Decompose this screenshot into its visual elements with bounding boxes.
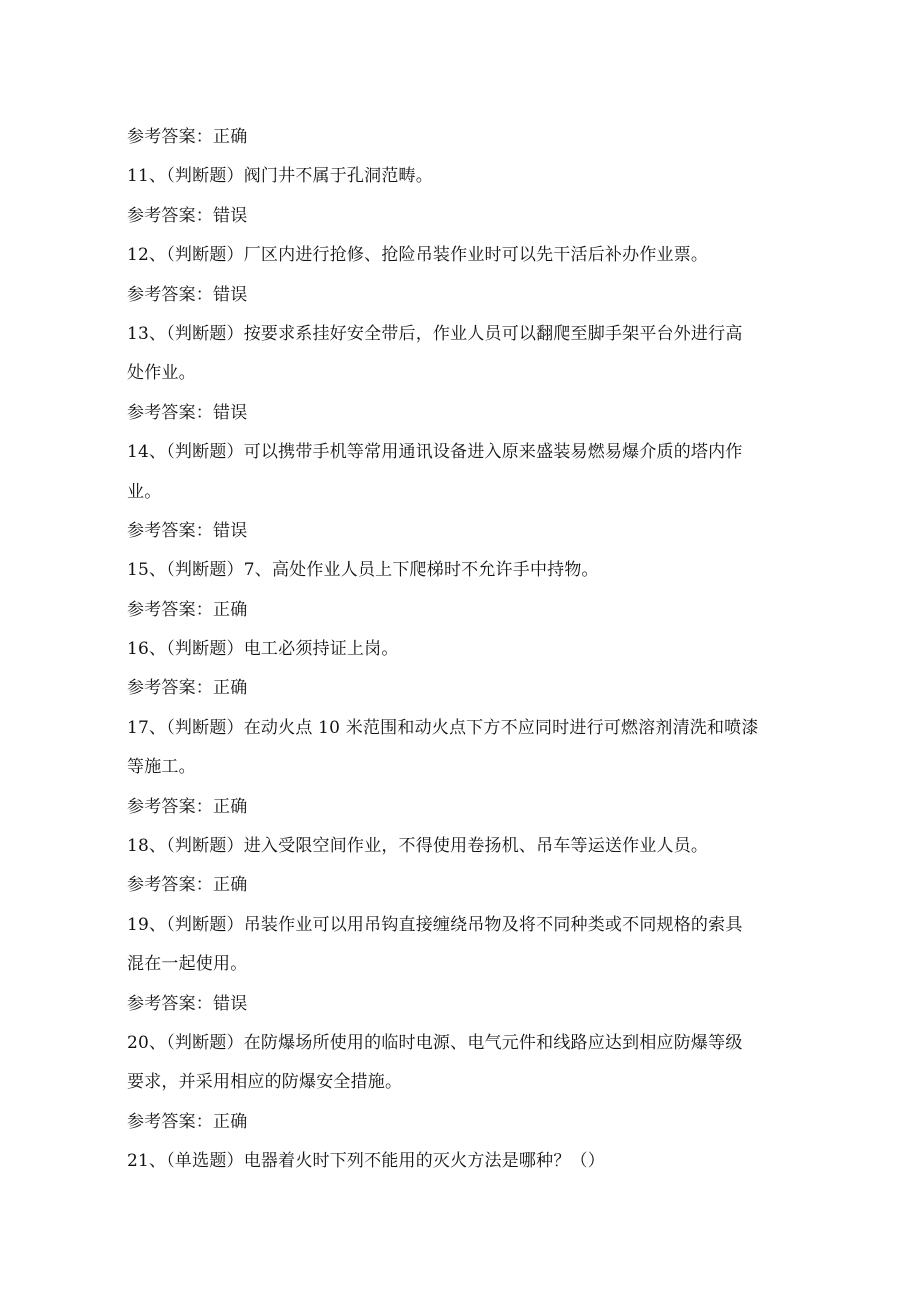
question-block [127,827,807,866]
answer-block [127,669,807,708]
question-block [127,433,807,512]
question-text: 混在一起使用。 [127,954,248,975]
question-text: 12、（判断题）厂区内进行抢修、抢险吊装作业时可以先干活后补办作业票。 [127,245,709,266]
question-block [127,551,807,590]
question-text: 15、（判断题）7、高处作业人员上下爬梯时不允许手中持物。 [127,560,599,581]
question-block [127,1142,807,1181]
answer-text: 参考答案：错误 [127,402,248,423]
question-text: 16、（判断题）电工必须持证上岗。 [127,639,399,660]
answer-block [127,276,807,315]
answer-text: 参考答案：正确 [127,1111,248,1132]
question-text: 17、（判断题）在动火点 10 米范围和动火点下方不应同时进行可燃溶剂清洗和喷漆 [127,717,759,738]
answer-block [127,394,807,433]
question-text: 13、（判断题）按要求系挂好安全带后，作业人员可以翻爬至脚手架平台外进行高 [127,323,743,344]
answer-block [127,118,807,157]
question-block [127,315,807,394]
answer-block [127,591,807,630]
answer-text: 参考答案：正确 [127,678,248,699]
answer-text: 参考答案：错误 [127,993,248,1014]
question-text: 18、（判断题）进入受限空间作业，不得使用卷扬机、吊车等运送作业人员。 [127,836,709,857]
answer-block [127,788,807,827]
question-block [127,906,807,985]
question-text: 11、（判断题）阀门井不属于孔洞范畴。 [127,166,433,187]
question-list [127,118,807,1182]
question-block [127,157,807,196]
answer-block [127,1103,807,1142]
question-text: 20、（判断题）在防爆场所使用的临时电源、电气元件和线路应达到相应防爆等级 [127,1032,743,1053]
question-block [127,630,807,669]
question-text: 14、（判断题）可以携带手机等常用通讯设备进入原来盛装易燃易爆介质的塔内作 [127,442,743,463]
question-block [127,236,807,275]
answer-text: 参考答案：错误 [127,520,248,541]
question-block [127,709,807,788]
answer-block [127,512,807,551]
question-text: 等施工。 [127,757,196,778]
answer-text: 参考答案：正确 [127,875,248,896]
question-text: 处作业。 [127,363,196,384]
question-text: 要求，并采用相应的防爆安全措施。 [127,1072,403,1093]
question-text: 业。 [127,481,162,502]
question-text: 21、（单选题）电器着火时下列不能用的灭火方法是哪种？（） [127,1151,605,1172]
answer-text: 参考答案：正确 [127,127,248,147]
answer-text: 参考答案：正确 [127,796,248,817]
answer-block [127,866,807,905]
question-text: 19、（判断题）吊装作业可以用吊钩直接缠绕吊物及将不同种类或不同规格的索具 [127,914,743,935]
answer-block [127,197,807,236]
question-block [127,1024,807,1103]
answer-text: 参考答案：错误 [127,205,248,226]
answer-block [127,985,807,1024]
answer-text: 参考答案：错误 [127,284,248,305]
answer-text: 参考答案：正确 [127,599,248,620]
